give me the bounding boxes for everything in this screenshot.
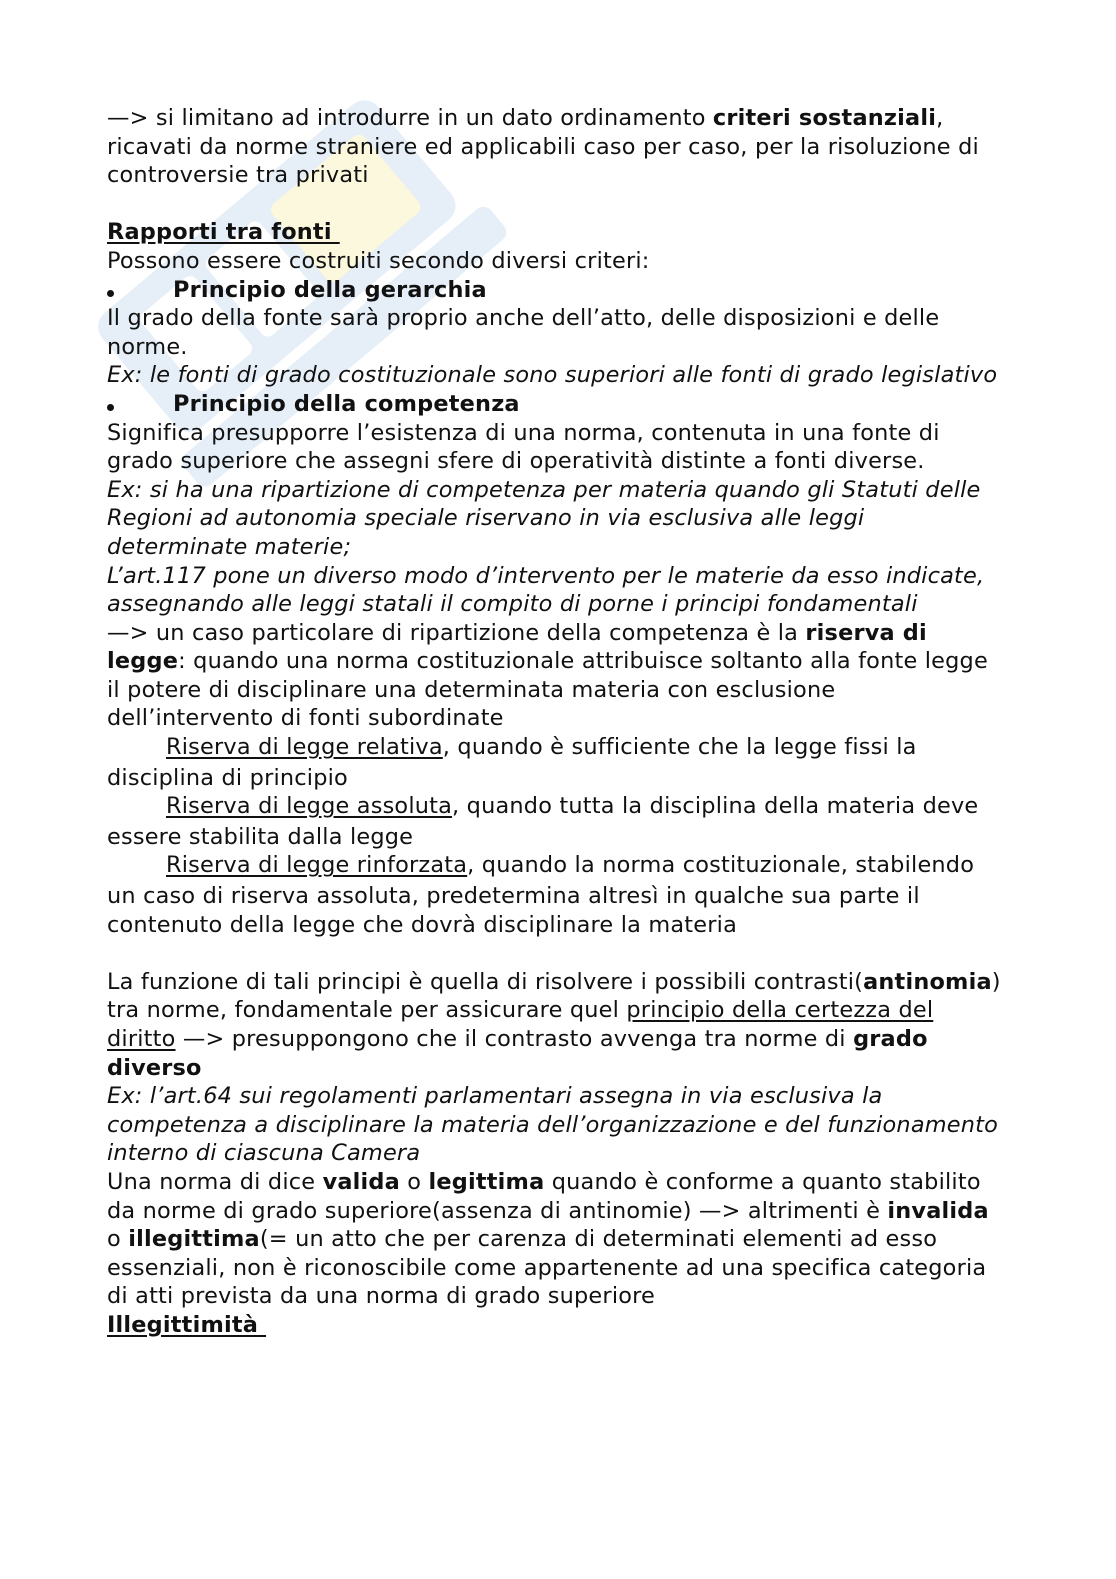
competenza-example-1: Ex: si ha una ripartizione di competenza per materia quando gli Statuti delle Regioni ad autonomia speciale riservano in via esclusiva alle leggi determinate materie;: [107, 476, 981, 560]
competenza-example-2: L’art.117 pone un diverso modo d’intervento per le materie da esso indicate, assegnando alle leggi statali il compito di porne i principi fondamentali: [107, 562, 985, 618]
bullet-gerarchia: Principio della gerarchia: [107, 276, 1007, 305]
riserva-item: Riserva di legge rinforzata, quando la norma costituzionale, stabilendo un caso di riserva assoluta, predetermina altresì in qualche sua parte il contenuto della legge che dovrà disciplinare la materia: [107, 852, 975, 938]
bullet-dot-icon: [107, 390, 127, 419]
intro-paragraph: —> si limitano ad introdurre in un dato ordinamento criteri sostanziali, ricavati da norme straniere ed applicabili caso per caso, per la risoluzione di controversie tra privati: [107, 105, 979, 189]
riserva-paragraph: —> un caso particolare di ripartizione della competenza è la riserva di legge: quando una norma costituzionale attribuisce soltanto alla fonte legge il potere di disciplinare una determinata materia con esclusione dell’intervento di fonti subordinate: [107, 619, 988, 732]
gerarchia-example: Ex: le fonti di grado costituzionale sono superiori alle fonti di grado legislativo: [107, 362, 998, 389]
gerarchia-body: Il grado della fonte sarà proprio anche dell’atto, delle disposizioni e delle norme.: [107, 305, 940, 360]
section-intro: Possono essere costruiti secondo diversi criteri:: [107, 247, 650, 274]
funzione-paragraph: La funzione di tali principi è quella di risolvere i possibili contrasti(antinomia) tra norme, fondamentale per assicurare quel principio della certezza del diritto —> presuppongono che il contrasto avvenga tra norme di grado diverso: [107, 968, 1001, 1081]
bullet-competenza: Principio della competenza: [107, 390, 1007, 419]
validita-paragraph: Una norma di dice valida o legittima quando è conforme a quanto stabilito da norme di grado superiore(assenza di antinomie) —> altrimenti è invalida o illegittima(= un atto che per carenza di determinati elementi ad esso essenziali, non è riconoscibile come appartenente ad una specifica categoria di atti prevista da una norma di grado superiore: [107, 1168, 989, 1310]
riserva-item: Riserva di legge relativa, quando è sufficiente che la legge fissi la disciplina di principio: [107, 734, 917, 791]
bullet-dot-icon: [107, 276, 127, 305]
funzione-example: Ex: l’art.64 sui regolamenti parlamentari assegna in via esclusiva la competenza a disciplinare la materia dell’organizzazione e del funzionamento interno di ciascuna Camera: [107, 1083, 998, 1167]
section-heading-illegittimita: Illegittimità: [107, 1311, 267, 1338]
competenza-body: Significa presupporre l’esistenza di una norma, contenuta in una fonte di grado superiore che assegni sfere di operatività distinte a fonti diverse.: [107, 419, 940, 475]
riserva-item: Riserva di legge assoluta, quando tutta la disciplina della materia deve essere stabilita dalla legge: [107, 793, 979, 850]
document-body: [107, 104, 1007, 1340]
section-heading-rapporti: Rapporti tra fonti: [107, 219, 340, 246]
